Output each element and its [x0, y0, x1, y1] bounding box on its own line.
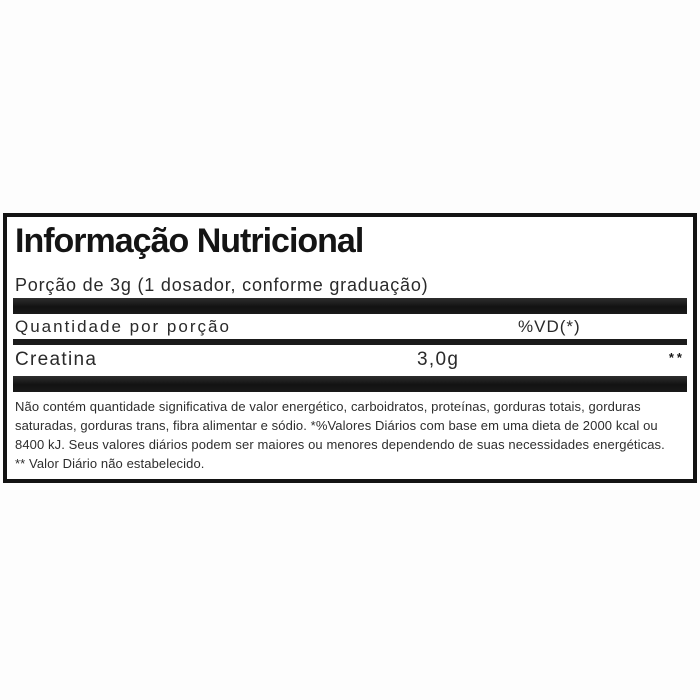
footnote-line: saturadas, gorduras trans, fibra alimentar e sódio. *%Valores Diários com base em uma dieta de 2000 kcal ou: [15, 418, 658, 433]
table-header-row: [13, 314, 687, 339]
nutrient-daily-value-marker: **: [668, 350, 685, 365]
separator-bar-thick-top: [13, 298, 687, 314]
daily-value-header: %VD(*): [518, 317, 581, 336]
footnote-block: [13, 397, 687, 473]
footnote-line: 8400 kJ. Seus valores diários podem ser maiores ou menores dependendo de suas necessidades energéticas.: [15, 437, 665, 452]
separator-bar-thick-bottom: [13, 376, 687, 392]
amount-per-serving-header: Quantidade por porção: [15, 317, 231, 336]
nutrition-facts-label: [3, 213, 697, 483]
nutrient-name: Creatina: [15, 349, 98, 370]
footnote-line: Não contém quantidade significativa de valor energético, carboidratos, proteínas, gorduras totais, gorduras: [15, 399, 641, 414]
serving-size-text: Porção de 3g (1 dosador, conforme graduação): [15, 275, 429, 295]
nutrient-amount: 3,0g: [417, 349, 460, 370]
footnote-line-daily-value-note: ** Valor Diário não estabelecido.: [15, 456, 205, 471]
table-row: [13, 345, 687, 375]
nutrition-label-title: Informação Nutricional: [15, 222, 364, 260]
